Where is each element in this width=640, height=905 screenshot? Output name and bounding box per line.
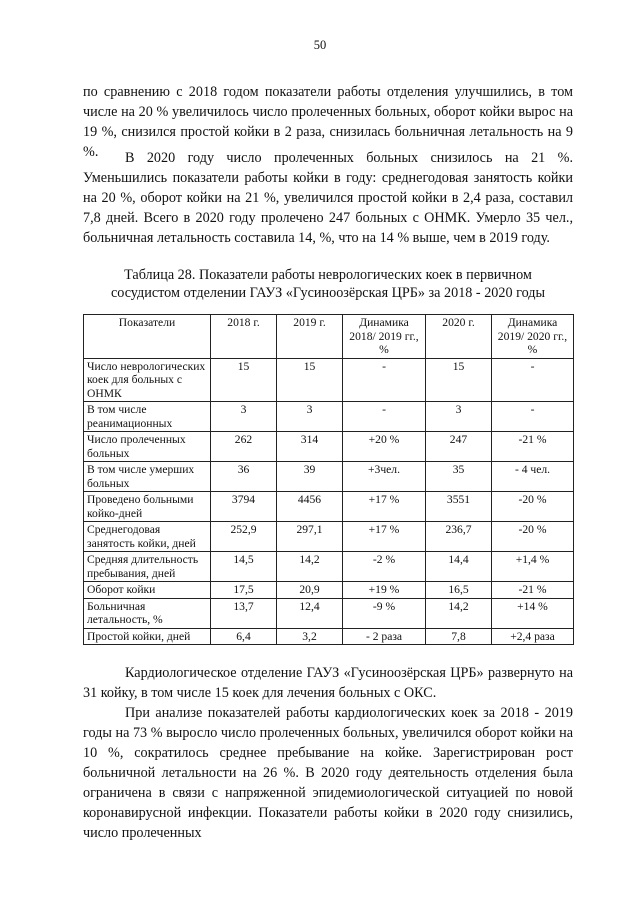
table-header-row [84,315,574,359]
cell-dynamics-2019-2020: - 4 чел. [492,462,574,492]
cell-dynamics-2019-2020: - [492,402,574,432]
paragraph-1: по сравнению с 2018 годом показатели работы отделения улучшились, в том числе на 20 % увеличилось число пролеченных больных, оборот койки вырос на 19 %, снизился простой койки в 2 раза, снизилась больничная летальность на 9 %. [83,84,573,160]
cell-2020: 16,5 [426,582,492,599]
row-label: В том числе умерших больных [84,462,211,492]
cell-2019: 39 [277,462,343,492]
cell-dynamics-2018-2019: +17 % [343,492,426,522]
cell-2019: 297,1 [277,522,343,552]
row-label: Оборот койки [84,582,211,599]
cell-dynamics-2018-2019: +20 % [343,432,426,462]
cell-2019: 12,4 [277,598,343,628]
header-dynamics-2018-2019: Динамика 2018/ 2019 гг., % [343,315,426,359]
table-caption-line-1: Таблица 28. Показатели работы неврологических коек в первичном [124,267,532,283]
table-row [84,462,574,492]
row-label: Число неврологических коек для больных с ОНМК [84,358,211,402]
text-block-cardiology [83,663,573,843]
cell-2018: 17,5 [211,582,277,599]
header-indicator: Показатели [84,315,211,359]
cell-2020: 14,4 [426,552,492,582]
cell-dynamics-2019-2020: -21 % [492,582,574,599]
paragraph-2: В 2020 году число пролеченных больных снизилось на 21 %. Уменьшились показатели работы койки в году: среднегодовая занятость койки на 20 %, оборот койки на 21 %, увеличился простой койки в 2,4 раза, составил 7,8 дней. Всего в 2020 году пролечено 247 больных с ОНМК. Умерло 35 чел., больничная летальность составила 14, %, что на 14 % выше, чем в 2019 году. [83,150,573,246]
header-2018: 2018 г. [211,315,277,359]
table-row [84,432,574,462]
table-row [84,492,574,522]
cell-2018: 252,9 [211,522,277,552]
table-row [84,522,574,552]
cell-dynamics-2019-2020: -20 % [492,522,574,552]
header-dynamics-2019-2020: Динамика 2019/ 2020 гг., % [492,315,574,359]
cell-2020: 7,8 [426,628,492,645]
cell-2019: 20,9 [277,582,343,599]
cell-dynamics-2018-2019: - [343,402,426,432]
row-label: Простой койки, дней [84,628,211,645]
cell-2019: 3 [277,402,343,432]
table-row [84,582,574,599]
cell-dynamics-2018-2019: - 2 раза [343,628,426,645]
cell-2019: 3,2 [277,628,343,645]
table-caption-line-2: сосудистом отделении ГАУЗ «Гусиноозёрская ЦРБ» за 2018 - 2020 годы [110,285,546,301]
neurology-beds-table [83,314,574,645]
cell-2018: 3794 [211,492,277,522]
cell-2019: 14,2 [277,552,343,582]
cell-2020: 247 [426,432,492,462]
cell-2018: 3 [211,402,277,432]
cell-2020: 236,7 [426,522,492,552]
header-2019: 2019 г. [277,315,343,359]
text-block-2020 [83,148,573,248]
cell-2020: 14,2 [426,598,492,628]
row-label: Проведено больными койко-дней [84,492,211,522]
cell-2018: 36 [211,462,277,492]
table-row [84,598,574,628]
table-row [84,358,574,402]
cell-2018: 6,4 [211,628,277,645]
cell-dynamics-2018-2019: +17 % [343,522,426,552]
row-label: В том числе реанимационных [84,402,211,432]
cell-2018: 13,7 [211,598,277,628]
cell-dynamics-2019-2020: -21 % [492,432,574,462]
cell-dynamics-2019-2020: +2,4 раза [492,628,574,645]
header-2020: 2020 г. [426,315,492,359]
cell-dynamics-2018-2019: +3чел. [343,462,426,492]
cell-2019: 4456 [277,492,343,522]
table-row [84,552,574,582]
cell-dynamics-2018-2019: -9 % [343,598,426,628]
cell-2020: 35 [426,462,492,492]
row-label: Число пролеченных больных [84,432,211,462]
cell-dynamics-2019-2020: +1,4 % [492,552,574,582]
cell-2019: 314 [277,432,343,462]
cell-dynamics-2018-2019: - [343,358,426,402]
cell-dynamics-2019-2020: -20 % [492,492,574,522]
cell-dynamics-2018-2019: -2 % [343,552,426,582]
cell-2018: 15 [211,358,277,402]
cell-2019: 15 [277,358,343,402]
cell-dynamics-2019-2020: - [492,358,574,402]
cell-dynamics-2019-2020: +14 % [492,598,574,628]
table-caption [83,266,573,302]
cell-dynamics-2018-2019: +19 % [343,582,426,599]
cell-2018: 14,5 [211,552,277,582]
row-label: Больничная летальность, % [84,598,211,628]
cell-2018: 262 [211,432,277,462]
table-row [84,402,574,432]
cell-2020: 3 [426,402,492,432]
row-label: Среднегодовая занятость койки, дней [84,522,211,552]
page-number: 50 [313,38,327,52]
table-row [84,628,574,645]
row-label: Средняя длительность пребывания, дней [84,552,211,582]
cell-2020: 3551 [426,492,492,522]
paragraph-4: При анализе показателей работы кардиологических коек за 2018 - 2019 годы на 73 % выросло число пролеченных больных, увеличился оборот койки на 10 %, сократилось среднее пребывание на койке. Зарегистрирован рост больничной летальности на 26 %. В 2020 году деятельность отделения была ограничена в связи с напряженной эпидемиологической ситуацией по новой коронавирусной инфекции. Показатели работы койки в 2020 году снизились, число пролеченных [83,705,573,841]
paragraph-3: Кардиологическое отделение ГАУЗ «Гусиноозёрская ЦРБ» развернуто на 31 койку, в том числе 15 коек для лечения больных с ОКС. [83,665,573,701]
cell-2020: 15 [426,358,492,402]
